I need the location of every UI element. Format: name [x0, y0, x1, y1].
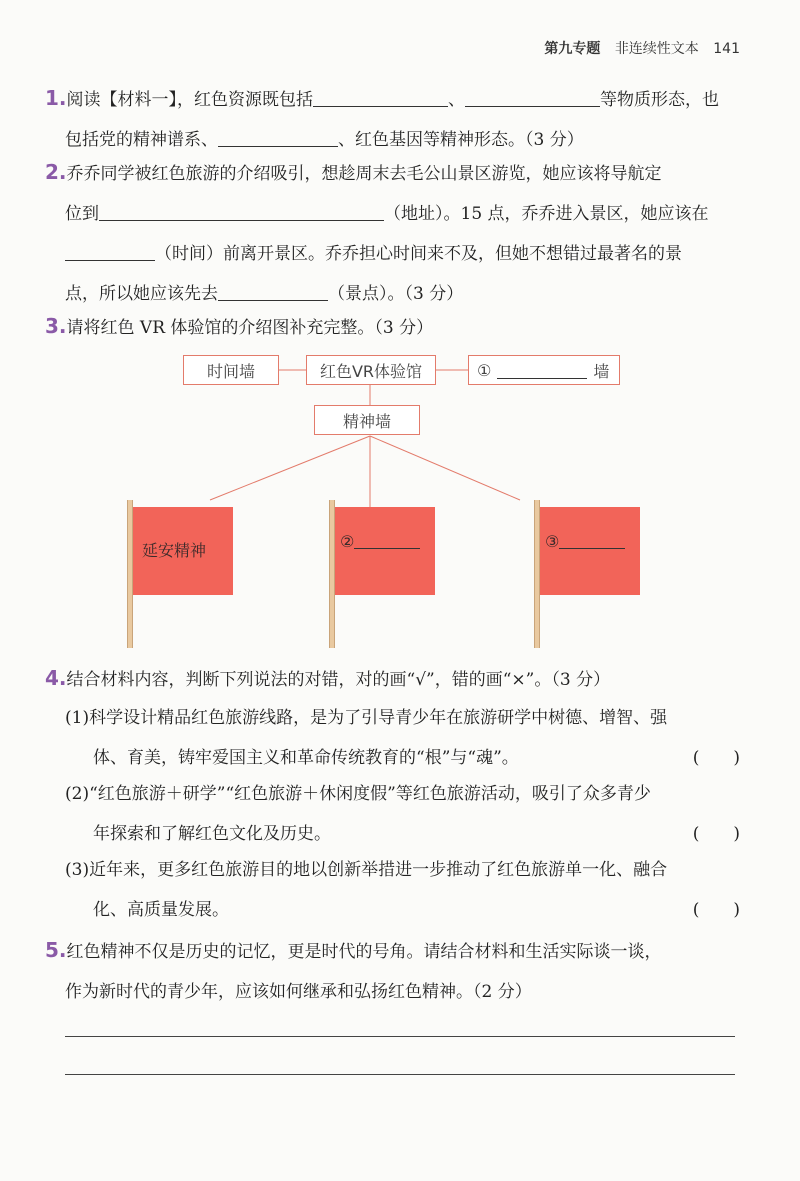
q4-item-3-line-1: (3)近年来，更多红色旅游目的地以创新举措进一步推动了红色旅游单一化、融合 [65, 860, 668, 880]
q5-line-2: 作为新时代的青少年，应该如何继承和弘扬红色精神。（2 分） [65, 982, 532, 1002]
question-number: 5. [45, 938, 67, 962]
q4-item-3-line-2: 化、高质量发展。 [93, 900, 229, 920]
answer-blank[interactable] [497, 362, 587, 379]
q2-text-b: 位到 [65, 204, 99, 224]
vr-hall-box: 红色VR体验馆 [306, 355, 436, 385]
question-number: 3. [45, 314, 67, 338]
answer-paren[interactable]: ( ) [692, 748, 740, 768]
q2-text-a: 乔乔同学被红色旅游的介绍吸引，想趁周末去毛公山景区游览，她应该将导航定 [66, 164, 662, 184]
page-number: 141 [713, 41, 740, 57]
q4-item-1-line-2: 体、育美，铸牢爱国主义和革命传统教育的“根”与“魂”。 [93, 748, 519, 768]
flag-1-label: 延安精神 [142, 541, 207, 560]
blank-number-3: ③ [545, 532, 560, 551]
question-number: 1. [45, 86, 67, 110]
blank-number-1: ① [477, 360, 492, 380]
q4-item-2 [65, 774, 740, 854]
q1-text-b: 、 [448, 90, 466, 110]
q4-item-2-line-2: 年探索和了解红色文化及历史。 [93, 824, 331, 844]
answer-paren[interactable]: ( ) [692, 824, 740, 844]
blank-number-2: ② [340, 532, 355, 551]
wall-1-box [468, 355, 620, 385]
answer-line[interactable] [65, 1074, 735, 1075]
answer-line[interactable] [65, 1036, 735, 1037]
q2-text-e: 点，所以她应该先去 [65, 284, 218, 304]
q4-item-1 [65, 698, 740, 778]
q1-text-d: 包括党的精神谱系、 [65, 130, 218, 150]
question-number: 2. [45, 160, 67, 184]
q1-text-a: 阅读【材料一】，红色资源既包括 [66, 90, 314, 110]
q3-text: 请将红色 VR 体验馆的介绍图补充完整。（3 分） [66, 318, 434, 338]
q4-text: 结合材料内容，判断下列说法的对错，对的画“√”，错的画“×”。（3 分） [66, 670, 611, 690]
q4-item-1-line-1: (1)科学设计精品红色旅游线路，是为了引导青少年在旅游研学中树德、增智、强 [65, 708, 668, 728]
answer-blank[interactable] [354, 534, 420, 549]
q1-text-e: 、红色基因等精神形态。（3 分） [338, 130, 584, 150]
section-title: 第九专题 [544, 41, 601, 57]
q1-text-c: 等物质形态，也 [600, 90, 720, 110]
q2-text-f: （景点）。（3 分） [328, 284, 464, 304]
q5-line-1: 红色精神不仅是历史的记忆，更是时代的号角。请结合材料和生活实际谈一谈， [66, 942, 662, 962]
flag-2 [335, 507, 435, 595]
flag-3-label [545, 532, 625, 551]
q2-text-d: （时间）前离开景区。乔乔担心时间来不及，但她不想错过最著名的景 [155, 244, 682, 264]
question-4 [45, 658, 740, 700]
answer-blank[interactable] [559, 534, 625, 549]
q4-item-3 [65, 850, 740, 930]
flag-3 [540, 507, 640, 595]
q2-text-c: （地址）。15 点，乔乔进入景区，她应该在 [384, 204, 709, 224]
q4-item-2-line-1: (2)“红色旅游＋研学”“红色旅游＋休闲度假”等红色旅游活动，吸引了众多青少 [65, 784, 651, 804]
question-5 [45, 930, 740, 1012]
time-wall-box: 时间墙 [183, 355, 279, 385]
answer-paren[interactable]: ( ) [692, 900, 740, 920]
question-number: 4. [45, 666, 67, 690]
topic-title: 非连续性文本 [614, 41, 699, 57]
flag-2-label [340, 532, 420, 551]
spirit-wall-box: 精神墙 [314, 405, 420, 435]
wall-suffix: 墙 [593, 361, 610, 381]
